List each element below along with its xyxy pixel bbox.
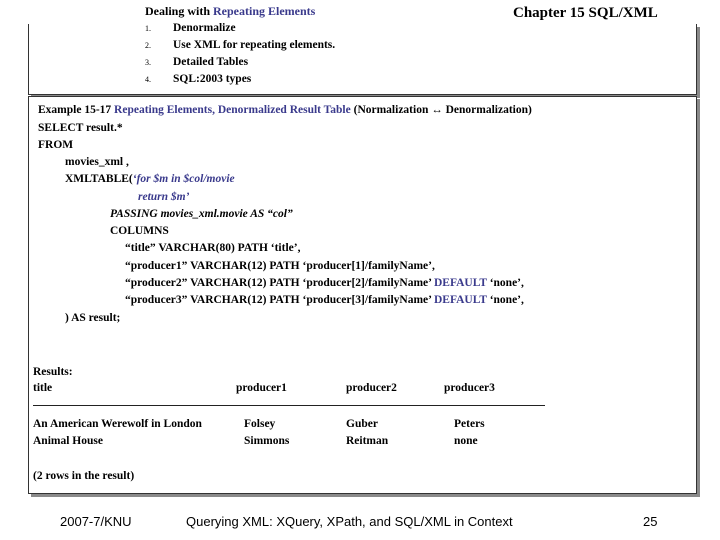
list-label: Detailed Tables	[173, 56, 249, 68]
list-label: Denormalize	[173, 22, 236, 34]
table-cell: none	[454, 435, 478, 447]
results-footnote: (2 rows in the result)	[33, 470, 135, 482]
table-cell: Animal House	[33, 435, 103, 447]
code-passing: PASSING movies_xml.movie AS “col”	[110, 208, 293, 220]
table-cell: Reitman	[346, 435, 389, 447]
default-keyword: DEFAULT	[433, 294, 487, 306]
code-xmltable	[65, 173, 235, 185]
code-from: FROM	[38, 139, 74, 151]
results-header-producer1: producer1	[236, 382, 287, 394]
list-item	[145, 56, 248, 68]
table-cell: An American Werewolf in London	[33, 418, 202, 430]
table-cell: Folsey	[244, 418, 276, 430]
example-suffix-2: Denormalization)	[442, 104, 532, 116]
default-value: ‘none’,	[486, 277, 524, 289]
code-xmltable-prefix: XMLTABLE(	[65, 173, 133, 185]
code-col-producer3	[125, 294, 524, 306]
code-movies: movies_xml ,	[65, 156, 129, 168]
code-as-result: ) AS result;	[65, 312, 121, 324]
list-number: 3.	[145, 58, 151, 67]
title-text: Dealing with	[145, 4, 214, 18]
footer-date: 2007-7/KNU	[60, 514, 132, 529]
title-highlight: Repeating Elements	[213, 4, 316, 18]
example-heading	[38, 104, 532, 116]
code-col-title: “title” VARCHAR(80) PATH ‘title’,	[125, 242, 301, 254]
double-arrow-icon: ↔	[431, 104, 443, 116]
table-cell: Peters	[454, 418, 485, 430]
example-suffix: (Normalization	[350, 104, 432, 116]
list-item	[145, 22, 236, 34]
results-header-producer2: producer2	[346, 382, 397, 394]
code-columns: COLUMNS	[110, 225, 169, 237]
list-number: 4.	[145, 75, 151, 84]
list-label: SQL:2003 types	[173, 73, 252, 85]
table-cell: Guber	[346, 418, 378, 430]
footer-subject: Querying XML: XQuery, XPath, and SQL/XML in Context	[186, 514, 513, 529]
header-box	[28, 24, 697, 95]
list-label: Use XML for repeating elements.	[173, 39, 336, 51]
table-cell: Simmons	[244, 435, 290, 447]
code-return: return $m’	[138, 191, 190, 203]
code-col-producer1: “producer1” VARCHAR(12) PATH ‘producer[1]/familyName’,	[125, 260, 435, 272]
code-xquery: ‘for $m in $col/movie	[132, 173, 235, 185]
default-keyword: DEFAULT	[433, 277, 487, 289]
code-col-producer2	[125, 277, 524, 289]
code-col-def: “producer3” VARCHAR(12) PATH ‘producer[3]/familyName’	[125, 294, 434, 306]
list-item	[145, 73, 251, 85]
list-item	[145, 39, 335, 51]
footer-page-number: 25	[643, 514, 658, 529]
list-number: 1.	[145, 24, 151, 33]
results-header-title: title	[33, 382, 53, 394]
list-number: 2.	[145, 41, 151, 50]
results-label: Results:	[33, 366, 73, 378]
example-prefix: Example 15-17	[38, 104, 115, 116]
code-col-def: “producer2” VARCHAR(12) PATH ‘producer[2]/familyName’	[125, 277, 434, 289]
results-header-producer3: producer3	[444, 382, 495, 394]
results-divider	[33, 405, 545, 406]
example-highlight: Repeating Elements, Denormalized Result Table	[114, 104, 351, 116]
slide-title	[145, 4, 315, 19]
default-value: ‘none’,	[486, 294, 524, 306]
code-select: SELECT result.*	[38, 122, 123, 134]
chapter-title: Chapter 15 SQL/XML	[513, 5, 658, 21]
